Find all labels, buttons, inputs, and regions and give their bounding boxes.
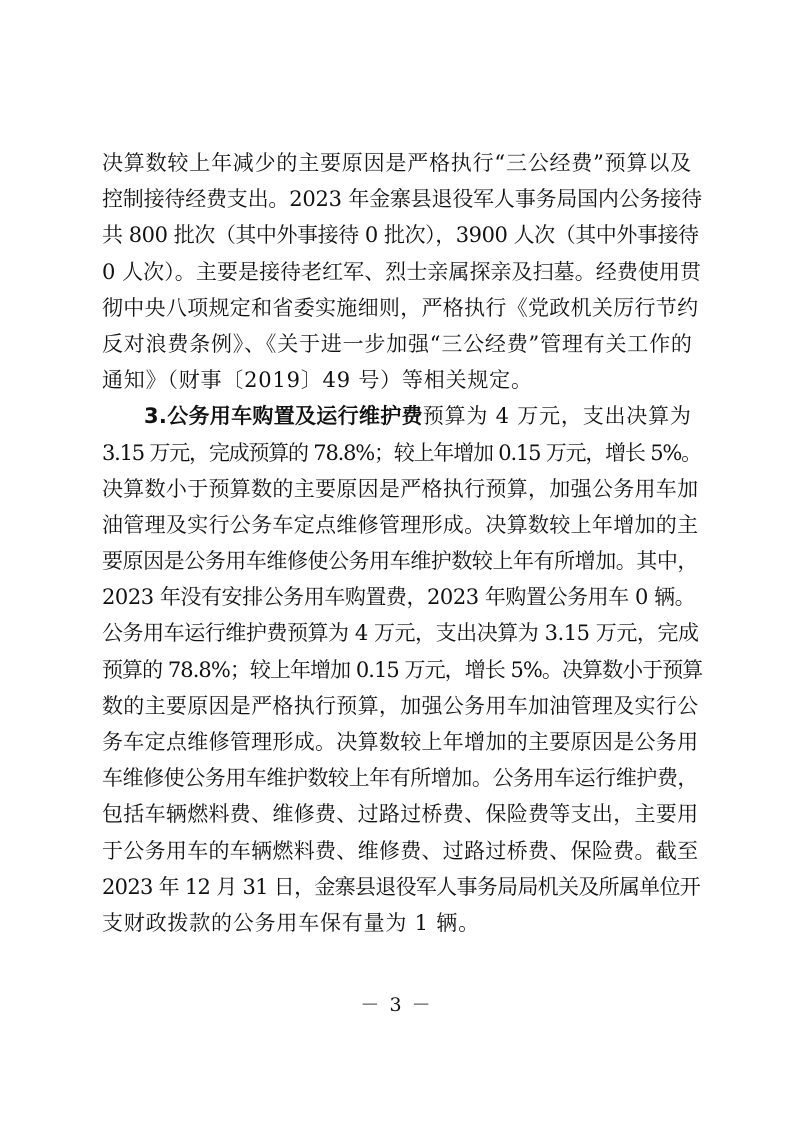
text-line: 要原因是公务用车维修使公务用车维护数较上年有所增加。其中， [102, 549, 698, 574]
text-line: 彻中央八项规定和省委实施细则，严格执行《党政机关厉行节约 [102, 295, 699, 320]
text-line: 公务用车运行维护费预算为 4 万元，支出决算为 3.15 万元，完成 [102, 621, 699, 646]
paragraph-reception-expenses [102, 145, 702, 398]
text-line: 0 人次）。主要是接待老红军、烈士亲属探亲及扫墓。经费使用贯 [102, 259, 702, 284]
text-line: 3.15 万元，完成预算的 78.8%；较上年增加 0.15 万元，增长 5%。 [102, 440, 701, 465]
text-line: 2023 年 12 月 31 日，金寨县退役军人事务局局机关及所属单位开 [102, 874, 701, 899]
section-heading: 3.公务用车购置及运行维护费 [144, 404, 423, 429]
paragraph-vehicle-expenses [102, 398, 702, 941]
text-line: 共 800 批次（其中外事接待 0 批次），3900 人次（其中外事接待 [102, 223, 699, 248]
text-line: 务车定点维修管理形成。决算数较上年增加的主要原因是公务用 [102, 730, 699, 754]
text-line: 决算数小于预算数的主要原因是严格执行预算，加强公务用车加 [102, 476, 699, 501]
text-line: 反对浪费条例》、《关于进一步加强“三公经费”管理有关工作的 [102, 331, 693, 356]
text-line: 数的主要原因是严格执行预算，加强公务用车加油管理及实行公 [102, 693, 699, 718]
text-line: 车维修使公务用车维护数较上年有所增加。公务用车运行维护费， [102, 766, 698, 791]
text-line: 支财政拨款的公务用车保有量为 1 辆。 [102, 910, 480, 935]
heading-line-text: 预算为 4 万元，支出决算为 [422, 404, 692, 429]
text-line: 包括车辆燃料费、维修费、过路过桥费、保险费等支出，主要用 [102, 802, 699, 827]
text-line [102, 398, 702, 434]
page-number: － 3 － [360, 994, 433, 1016]
text-line: 通知》（财事〔2019〕49 号）等相关规定。 [102, 368, 533, 393]
text-line: 于公务用车的车辆燃料费、维修费、过路过桥费、保险费。截至 [102, 838, 699, 863]
text-line: 决算数较上年减少的主要原因是严格执行“三公经费”预算以及 [102, 151, 692, 175]
text-line: 预算的 78.8%；较上年增加 0.15 万元，增长 5%。决算数小于预算 [102, 657, 703, 682]
text-line: 控制接待经费支出。2023 年金寨县退役军人事务局国内公务接待 [102, 187, 702, 212]
text-line: 油管理及实行公务车定点维修管理形成。决算数较上年增加的主 [102, 512, 699, 537]
text-line: 2023 年没有安排公务用车购置费，2023 年购置公务用车 0 辆。 [102, 585, 696, 610]
body-text [102, 145, 702, 941]
